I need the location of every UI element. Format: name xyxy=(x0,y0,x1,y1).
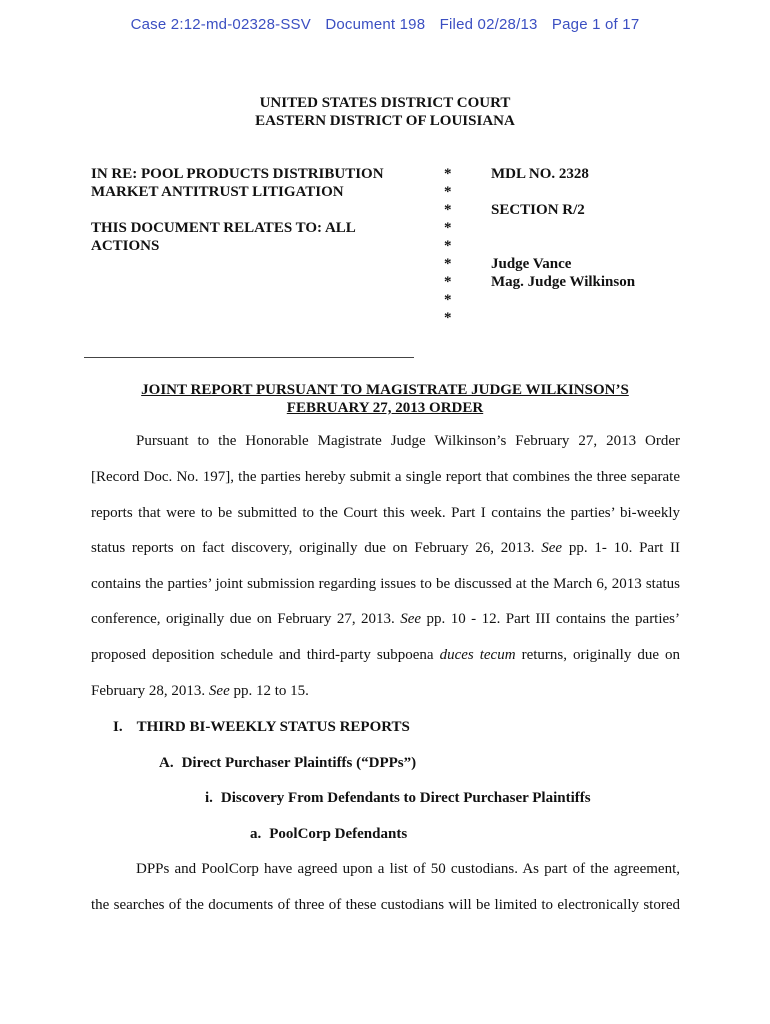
heading-number: I. xyxy=(113,719,123,735)
heading-text: THIRD BI-WEEKLY STATUS REPORTS xyxy=(136,719,410,735)
filed-date: Filed 02/28/13 xyxy=(439,16,538,33)
intro-line-7 xyxy=(91,638,680,674)
intro-line-3: reports that were to be submitted to the Court this week. Part I contains the parties’ bi-weekly xyxy=(91,505,680,521)
document-number: Document 198 xyxy=(325,16,426,33)
heading-subsection-i xyxy=(205,790,591,807)
caption-star: * xyxy=(444,238,452,254)
intro-line-6 xyxy=(91,602,680,638)
heading-part-1 xyxy=(113,719,410,736)
intro-text: pp. 1- 10. Part II xyxy=(568,540,680,556)
caption-parties xyxy=(91,165,421,255)
caption-divider xyxy=(84,357,414,358)
caption-star: * xyxy=(444,220,452,236)
caption-star: * xyxy=(444,202,452,218)
judge: Judge Vance xyxy=(491,256,572,272)
intro-text: returns, originally due on xyxy=(521,647,681,663)
caption-star: * xyxy=(444,256,452,272)
caption-star: * xyxy=(444,274,452,290)
title-line-1: JOINT REPORT PURSUANT TO MAGISTRATE JUDGE WILKINSON’S xyxy=(141,382,629,398)
court-heading xyxy=(0,94,770,130)
court-line-2: EASTERN DISTRICT OF LOUISIANA xyxy=(255,113,515,129)
magistrate-judge: Mag. Judge Wilkinson xyxy=(491,274,636,290)
caption-star: * xyxy=(444,310,452,326)
section: SECTION R/2 xyxy=(491,202,585,218)
intro-line-1: Pursuant to the Honorable Magistrate Judge Wilkinson’s February 27, 2013 Order xyxy=(136,433,680,449)
intro-text: February 28, 2013. xyxy=(91,683,206,699)
intro-line-8 xyxy=(91,674,680,710)
heading-text: Direct Purchaser Plaintiffs (“DPPs”) xyxy=(181,755,417,771)
matter-line-1: IN RE: POOL PRODUCTS DISTRIBUTION xyxy=(91,166,384,182)
intro-text: pp. 12 to 15. xyxy=(233,683,309,699)
heading-text: PoolCorp Defendants xyxy=(269,826,408,842)
title-line-2: FEBRUARY 27, 2013 ORDER xyxy=(286,400,484,416)
caption-star: * xyxy=(444,166,452,182)
heading-number: A. xyxy=(159,755,174,771)
caption-star: * xyxy=(444,292,452,308)
heading-text: Discovery From Defendants to Direct Purchaser Plaintiffs xyxy=(220,790,591,806)
intro-text: conference, originally due on February 27, 2013. xyxy=(91,611,395,627)
caption-star-column xyxy=(444,165,460,327)
intro-line-4 xyxy=(91,531,680,567)
intro-line-5: contains the parties’ joint submission regarding issues to be discussed at the March 6, 2013 status xyxy=(91,576,680,592)
caption-case-info xyxy=(491,165,731,291)
filing-stamp xyxy=(0,16,770,33)
latin-term: duces tecum xyxy=(439,647,516,663)
matter-line-2: MARKET ANTITRUST LITIGATION xyxy=(91,184,344,200)
heading-number: a. xyxy=(250,826,262,842)
mdl-number: MDL NO. 2328 xyxy=(491,166,589,182)
intro-text: status reports on fact discovery, originally due on February 26, 2013. xyxy=(91,540,535,556)
heading-number: i. xyxy=(205,790,213,806)
page-indicator: Page 1 of 17 xyxy=(551,16,640,33)
para2-line-2: the searches of the documents of three of these custodians will be limited to electronically stored xyxy=(91,897,680,913)
court-line-1: UNITED STATES DISTRICT COURT xyxy=(259,95,511,111)
heading-item-a xyxy=(250,826,407,843)
heading-section-a xyxy=(159,755,416,772)
intro-text: pp. 10 - 12. Part III contains the parties’ xyxy=(426,611,681,627)
see-signal: See xyxy=(400,611,422,627)
document-title xyxy=(0,381,770,417)
intro-line-2: [Record Doc. No. 197], the parties hereby submit a single report that combines the three separate xyxy=(91,469,680,485)
para2-line-1: DPPs and PoolCorp have agreed upon a list of 50 custodians. As part of the agreement, xyxy=(136,861,680,877)
case-number: Case 2:12-md-02328-SSV xyxy=(130,16,311,33)
see-signal: See xyxy=(541,540,563,556)
relates-line-2: ACTIONS xyxy=(91,238,160,254)
intro-text: proposed deposition schedule and third-party subpoena xyxy=(91,647,434,663)
relates-line-1: THIS DOCUMENT RELATES TO: ALL xyxy=(91,220,356,236)
caption-star: * xyxy=(444,184,452,200)
see-signal: See xyxy=(208,683,230,699)
